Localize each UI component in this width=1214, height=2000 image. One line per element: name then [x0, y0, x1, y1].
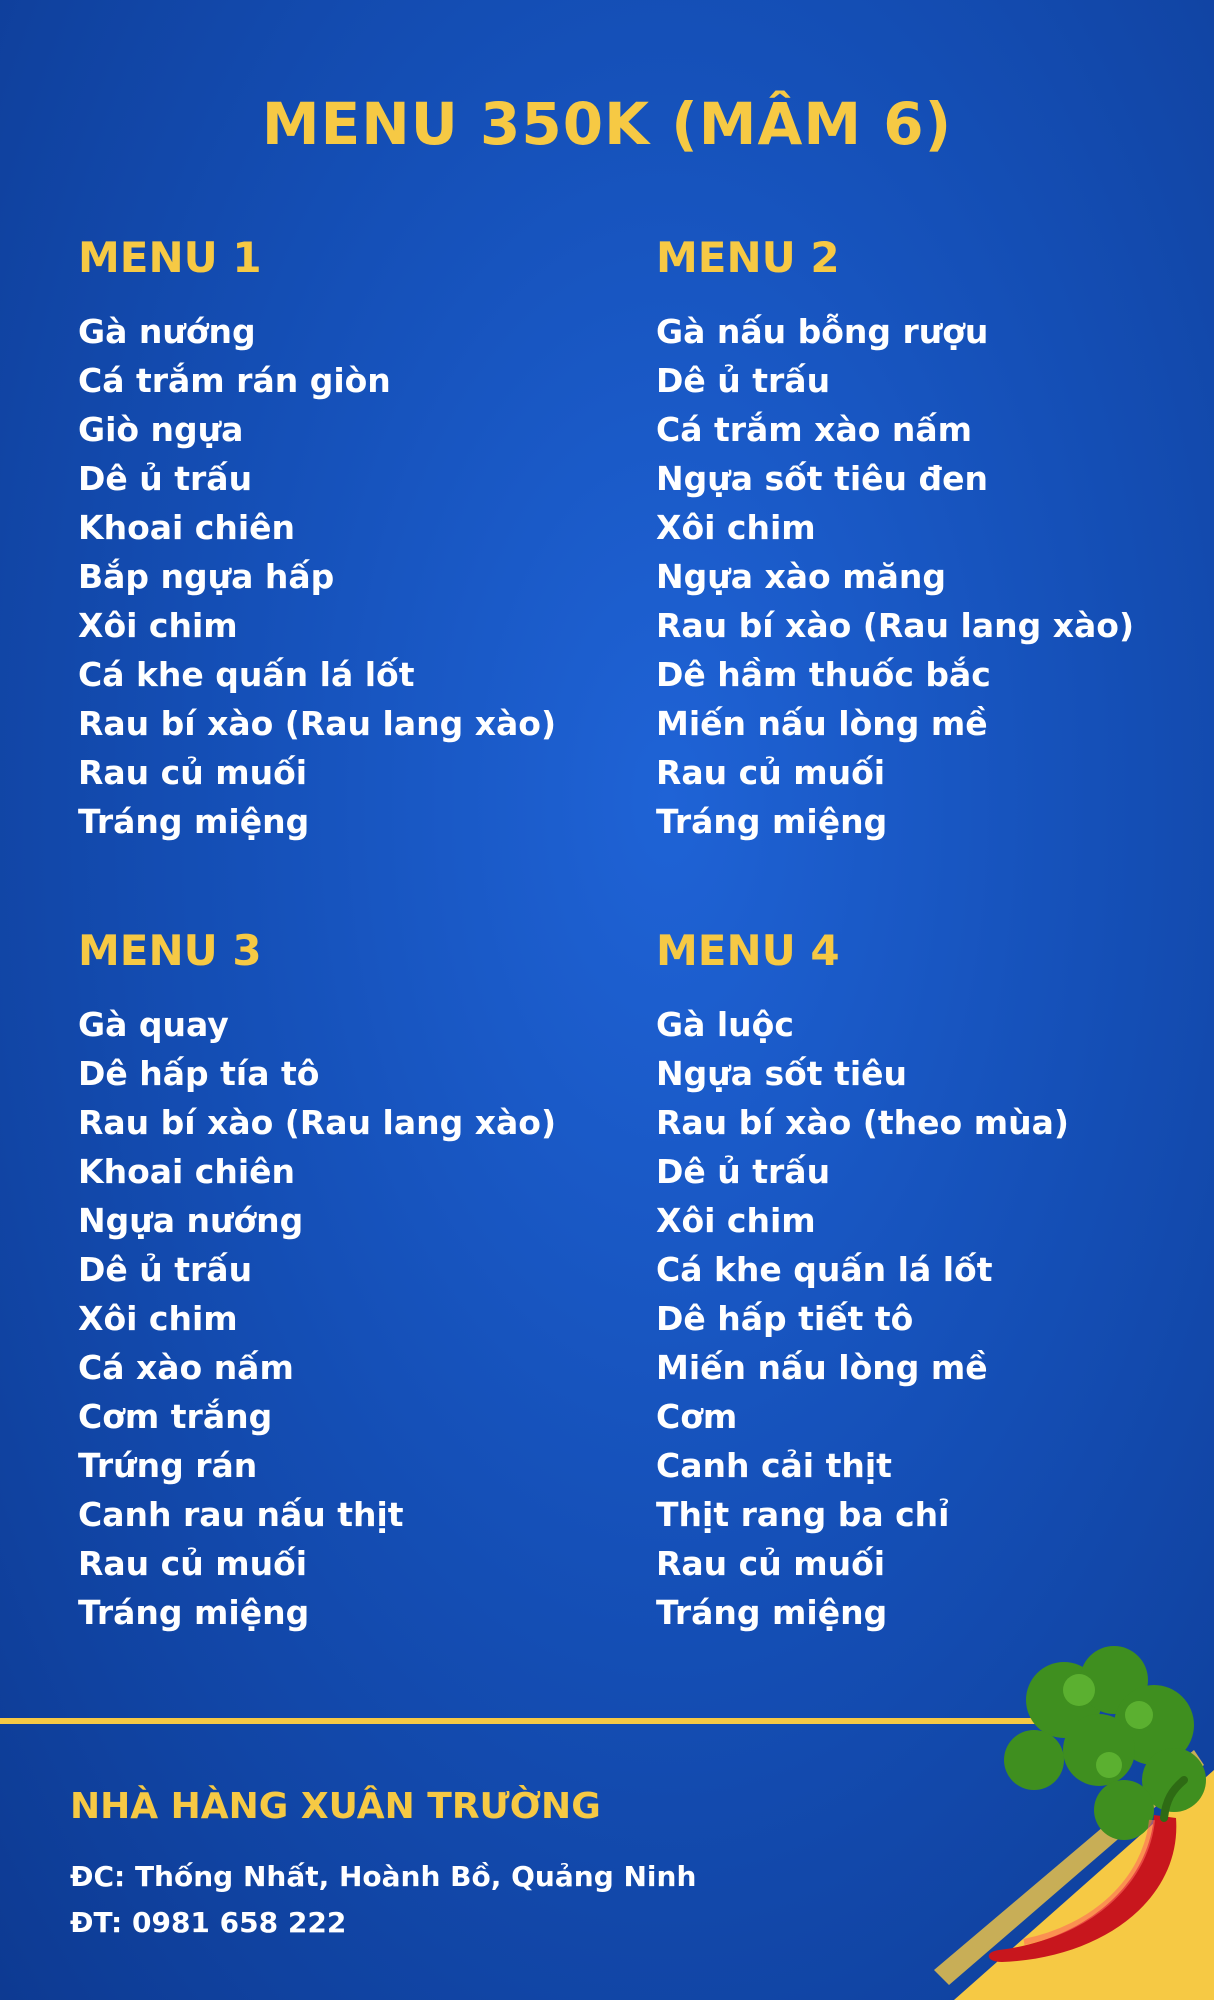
menu-item: Khoai chiên	[78, 508, 296, 547]
menu-item: Tráng miệng	[656, 802, 888, 841]
menu-item: Canh cải thịt	[656, 1446, 892, 1485]
menu-item: Dê hầm thuốc bắc	[656, 655, 991, 694]
menu-item: Gà luộc	[656, 1005, 794, 1044]
menu-item-list	[656, 307, 1196, 846]
menu-item: Dê hấp tía tô	[78, 1054, 320, 1093]
menu-heading: MENU 4	[656, 926, 840, 975]
menu-item: Cơm trắng	[78, 1397, 273, 1436]
menu-item: Xôi chim	[78, 606, 238, 645]
menu-item: Khoai chiên	[78, 1152, 296, 1191]
menu-item: Bắp ngựa hấp	[78, 557, 335, 596]
menu-item-list	[656, 1000, 1196, 1637]
menu-item: Rau củ muối	[78, 753, 308, 792]
menu-item: Dê ủ trấu	[656, 361, 831, 400]
menu-item: Rau củ muối	[656, 1544, 886, 1583]
menu-item: Rau bí xào (Rau lang xào)	[656, 606, 1135, 645]
menu-item: Canh rau nấu thịt	[78, 1495, 404, 1534]
menu-item: Miến nấu lòng mề	[656, 1348, 988, 1387]
menu-item: Giò ngựa	[78, 410, 244, 449]
menu-item: Gà quay	[78, 1005, 229, 1044]
menu-item: Dê ủ trấu	[656, 1152, 831, 1191]
menu-item: Gà nướng	[78, 312, 256, 351]
menu-item: Tráng miệng	[656, 1593, 888, 1632]
menu-item: Rau củ muối	[656, 753, 886, 792]
menu-item: Miến nấu lòng mề	[656, 704, 988, 743]
menu-item: Thịt rang ba chỉ	[656, 1495, 950, 1534]
menu-item: Tráng miệng	[78, 1593, 310, 1632]
menu-section-2	[656, 233, 1196, 846]
menu-section-1	[78, 233, 618, 846]
menu-item: Cá khe quấn lá lốt	[78, 655, 415, 694]
menu-section-3	[78, 926, 618, 1637]
parsley-icon	[1004, 1646, 1206, 1840]
chili-pepper-icon	[914, 1640, 1214, 2000]
menu-item: Xôi chim	[78, 1299, 238, 1338]
menu-item: Rau bí xào (Rau lang xào)	[78, 704, 557, 743]
menu-item: Ngựa nướng	[78, 1201, 304, 1240]
menu-item: Ngựa sốt tiêu	[656, 1054, 908, 1093]
menu-item: Dê ủ trấu	[78, 459, 253, 498]
menu-item: Xôi chim	[656, 508, 816, 547]
menu-item: Tráng miệng	[78, 802, 310, 841]
menu-item-list	[78, 307, 618, 846]
restaurant-name: NHÀ HÀNG XUÂN TRƯỜNG	[70, 1786, 601, 1827]
menu-section-4	[656, 926, 1196, 1637]
menu-item: Rau củ muối	[78, 1544, 308, 1583]
menu-item: Rau bí xào (theo mùa)	[656, 1103, 1069, 1142]
menu-item: Ngựa sốt tiêu đen	[656, 459, 989, 498]
menu-heading: MENU 1	[78, 233, 262, 282]
menu-item: Xôi chim	[656, 1201, 816, 1240]
menu-item-list	[78, 1000, 618, 1637]
menu-item: Dê ủ trấu	[78, 1250, 253, 1289]
menu-heading: MENU 3	[78, 926, 262, 975]
footer-divider	[0, 1718, 1040, 1724]
menu-item: Trứng rán	[78, 1446, 258, 1485]
phone-text: ĐT: 0981 658 222	[70, 1906, 347, 1939]
menu-item: Cá khe quấn lá lốt	[656, 1250, 993, 1289]
address-text: ĐC: Thống Nhất, Hoành Bồ, Quảng Ninh	[70, 1860, 697, 1893]
footer	[70, 1782, 696, 1946]
menu-item: Cá trắm xào nấm	[656, 410, 973, 449]
menu-item: Dê hấp tiết tô	[656, 1299, 914, 1338]
menu-item: Ngựa xào măng	[656, 557, 946, 596]
menu-item: Cá xào nấm	[78, 1348, 294, 1387]
page-title: MENU 350K (MÂM 6)	[261, 90, 953, 158]
menu-item: Cơm	[656, 1397, 738, 1436]
menu-item: Rau bí xào (Rau lang xào)	[78, 1103, 557, 1142]
menu-item: Gà nấu bỗng rượu	[656, 312, 989, 351]
menu-heading: MENU 2	[656, 233, 840, 282]
menu-item: Cá trắm rán giòn	[78, 361, 391, 400]
